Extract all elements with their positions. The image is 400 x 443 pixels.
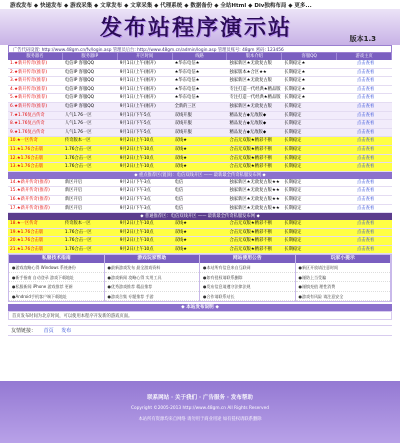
version-info: 独家新区★无敌复古版★★	[229, 196, 280, 202]
open-time: 9月1日/上午(刚开)	[119, 61, 156, 66]
version-info: 合击无双版★精彩不断	[229, 238, 272, 244]
version-info: 独家新区★无敌复古版★★	[229, 205, 280, 211]
open-time: 9月1日/下午5点	[119, 112, 151, 118]
server-name[interactable]: 21.★1.76合击版	[10, 246, 44, 252]
line-type: 双线★	[174, 246, 188, 252]
banner	[0, 9, 400, 45]
table-row	[8, 94, 392, 103]
info-column	[296, 255, 392, 301]
version-info: 合击无双版★精彩不断	[229, 164, 272, 170]
home-link[interactable]: 点击查看	[356, 95, 375, 101]
server-name[interactable]: 13.★1.76合击版	[10, 164, 44, 170]
version-info: 专注打造一代经典★精品版	[229, 86, 281, 92]
server-name[interactable]: 20.★1.76合击版	[10, 238, 44, 244]
column-header: 服务器IP	[63, 53, 118, 60]
line-type: 双线★	[174, 155, 188, 161]
table-row	[8, 86, 392, 95]
line-type: ★华东电信★	[174, 86, 200, 92]
table-row	[8, 129, 392, 138]
line-type: 电信	[174, 188, 184, 194]
open-time: 9月2日/下午3点	[119, 188, 151, 194]
version-info: 独家新区★无敌复古版	[229, 78, 272, 84]
info-column-title: 游戏玩家帮助	[105, 255, 200, 263]
server-name[interactable]: 16.★新开传奇(推荐)	[10, 196, 50, 202]
home-link[interactable]: 点击查看	[356, 138, 375, 144]
section-bar-normal: ◆ 普通推荐区：电信双线开区 —— 最新最全传奇私服发布网 ◆	[8, 213, 392, 220]
server-name[interactable]: 4.★新开传奇(推荐)	[10, 86, 48, 92]
open-time: 9月2日/上午10点	[119, 246, 154, 252]
server-name[interactable]: 8.★1.76复古传奇	[10, 121, 45, 127]
contact-qq: 长期稳定	[284, 238, 302, 244]
version-label: 版本1.3	[349, 35, 376, 43]
info-list-item[interactable]: ●游戏合集 专题推荐 手游	[105, 292, 200, 302]
info-list-item[interactable]: ●发布信息请遵守法律法规	[200, 282, 295, 292]
table-row	[8, 146, 392, 155]
home-link[interactable]: 点击查看	[356, 112, 375, 118]
home-link[interactable]: 点击查看	[356, 246, 375, 252]
line-type: 电信	[174, 196, 184, 202]
open-time: 9月2日/下午3点	[119, 196, 151, 202]
version-info: 合击无双版★精彩不断	[229, 138, 272, 144]
server-ip: 电信IP 客服QQ	[64, 95, 95, 101]
table-row	[8, 220, 392, 229]
info-list-item[interactable]: ●合作请联系站长	[200, 292, 295, 302]
home-link[interactable]: 点击查看	[356, 205, 375, 211]
column-header: 服务器名	[8, 53, 63, 60]
info-list-item[interactable]: ●新区开放请注意时间	[296, 263, 391, 273]
open-time: 9月2日/下午3点	[119, 179, 151, 185]
version-info: 独家新区★无敌复古版★★	[229, 179, 280, 185]
section-bar-featured: ◆ 重点推荐区(置顶)：电信双线开区 —— 最新最全传奇私服发布网 ◆	[8, 172, 392, 179]
home-link[interactable]: 点击查看	[356, 229, 375, 235]
info-column	[105, 255, 201, 301]
version-info: 合击无双版★精彩不断	[229, 221, 272, 227]
contact-qq: 长期稳定★	[284, 78, 306, 84]
open-time: 9月2日/上午10点	[119, 164, 154, 170]
top-nav[interactable]: 游戏发布 ◆ 快递发布 ◆ 游戏采集 ◆ 文章发布 ◆ 文章采集 ◆ 代理系统 ◆ 数据备份 ◆ 全站Html ◆ Div独构布局 ◆ 更多...	[0, 0, 400, 9]
version-info: 合击无双版★精彩不断	[229, 155, 272, 161]
info-list-item[interactable]: ●如有侵权请联系删除	[200, 273, 295, 283]
server-ip: 电信IP 客服QQ	[64, 78, 95, 84]
footer	[0, 381, 400, 443]
server-ip: 电信IP 客服QQ	[64, 86, 95, 92]
open-time: 9月2日/上午10点	[119, 238, 154, 244]
open-time: 9月1日/下午5点	[119, 121, 151, 127]
server-ip: 电信IP 客服QQ	[64, 61, 95, 66]
server-name[interactable]: 17.★新开传奇(推荐)	[10, 205, 50, 211]
contact-qq: 长期稳定	[284, 146, 302, 152]
server-ip: 1.76合击一区	[64, 155, 92, 161]
home-link[interactable]: 点击查看	[356, 103, 375, 109]
info-list-item[interactable]: ●谨防上当受骗	[296, 273, 391, 283]
version-info: 合击无双版★精彩不断	[229, 146, 272, 152]
server-name[interactable]: 5.★新开传奇(推荐)	[10, 95, 48, 101]
version-info: 专注打造一代经典★精品版	[229, 95, 281, 101]
table-row	[8, 246, 392, 255]
table-header	[8, 53, 392, 60]
table-row	[8, 120, 392, 129]
column-header: 版本介绍	[227, 53, 282, 60]
contact-qq: 长期稳定	[284, 121, 302, 127]
line-type: 双线★	[174, 164, 188, 170]
line-type: ★华东电信★	[174, 69, 200, 75]
friend-links	[8, 325, 392, 336]
table-row	[8, 163, 392, 172]
contact-qq: 长期稳定	[284, 164, 302, 170]
server-name[interactable]: 3.★新开传奇(推荐)	[10, 78, 48, 84]
server-ip: 1.76合击一区	[64, 229, 92, 235]
server-name[interactable]: 11.★1.76合击版	[10, 146, 44, 152]
line-type: ★华东电信★	[174, 78, 200, 84]
info-list-item[interactable]: ●私服新闻 iPhone 游戏推荐 更新	[9, 282, 104, 292]
link-publish[interactable]: 发布	[61, 328, 72, 335]
table-row	[8, 179, 392, 188]
line-type: ★华东电信★	[174, 61, 200, 66]
note-title: ◆ 本站发布说明 ◆	[8, 304, 392, 311]
table-row	[8, 229, 392, 238]
info-list-item[interactable]: ●本站所有信息来自互联网	[200, 263, 295, 273]
table-row	[8, 237, 392, 246]
info-list-item[interactable]: ●游戏攻略心得 Windows 系统备份	[9, 263, 104, 273]
server-name[interactable]: 7.★1.76复古传奇	[10, 112, 45, 118]
server-ip: 电信IP 客服QQ	[64, 69, 95, 75]
server-ip: 1.76合击一区	[64, 238, 92, 244]
contact-qq: 长期稳定	[284, 188, 302, 194]
server-name[interactable]: 18.★一区传奇	[10, 221, 38, 227]
server-name[interactable]: 6.★新开传奇(推荐)	[10, 103, 48, 109]
line-type: ★华东电信★	[174, 95, 200, 101]
info-list-item[interactable]: ●最新游戏发布 最全游戏资料	[105, 263, 200, 273]
note-text: 首页发布时间为北京时间，可以使用本程序开发新的游戏页面。	[8, 311, 392, 320]
table-row	[8, 60, 392, 69]
table-row	[8, 137, 392, 146]
home-link[interactable]: 点击查看	[356, 221, 375, 227]
open-time: 9月1日/上午(刚开)	[119, 103, 156, 109]
link-home[interactable]: 首页	[43, 328, 54, 335]
open-time: 9月1日/上午(刚开)	[119, 69, 156, 75]
table-row	[8, 69, 392, 78]
home-link[interactable]: 点击查看	[356, 69, 375, 75]
open-time: 9月2日/上午10点	[119, 229, 154, 235]
info-column-title: 玩家小提示	[296, 255, 391, 263]
server-ip: 新区开启	[64, 196, 83, 202]
contact-qq: 长期稳定★	[284, 86, 306, 92]
table-row	[8, 77, 392, 86]
version-info: 独家新区★无敌复古版★★	[229, 188, 280, 194]
line-type: 电信	[174, 205, 184, 211]
footer-notice: 本站所有资源均来自网络 请勿用于商业用途 如有侵权请联系删除	[138, 417, 262, 422]
line-type: 双线★	[174, 138, 188, 144]
links-label: 友情链接：	[11, 328, 37, 335]
server-ip: 1.76合击一区	[64, 146, 92, 152]
version-info: 独家新区★无敌复古版	[229, 103, 272, 109]
info-column	[9, 255, 105, 301]
open-time: 9月1日/上午(刚开)	[119, 78, 156, 84]
version-info: 精品复古◆无敌版◆	[229, 129, 267, 135]
line-type: 双线★	[174, 146, 188, 152]
contact-qq: 长期稳定★	[284, 61, 306, 66]
contact-qq: 长期稳定	[284, 229, 302, 235]
home-link[interactable]: 点击查看	[356, 196, 375, 202]
column-header: 线路	[173, 53, 228, 60]
home-link[interactable]: 点击查看	[356, 78, 375, 84]
line-type: 双线开服	[174, 121, 192, 127]
version-info: 合击无双版★精彩不断	[229, 246, 272, 252]
version-info: 合击无双版★精彩不断	[229, 229, 272, 235]
info-column-title: 私服技术指南	[9, 255, 104, 263]
contact-qq: 长期稳定	[284, 205, 302, 211]
line-type: 全新的三区	[174, 103, 197, 109]
table-row	[8, 103, 392, 112]
contact-qq: 长期稳定	[284, 129, 302, 135]
home-link[interactable]: 点击查看	[356, 121, 375, 127]
server-ip: 新区开启	[64, 188, 83, 194]
server-name[interactable]: 10.★一区传奇	[10, 138, 38, 144]
line-type: 双线开服	[174, 129, 192, 135]
contact-qq: 长期稳定	[284, 246, 302, 252]
open-time: 9月2日/上午10点	[119, 155, 154, 161]
server-ip: 人气1.76一区	[64, 112, 92, 118]
server-name[interactable]: 2.★新开传奇(推荐)	[10, 69, 48, 75]
contact-qq: 长期稳定★	[284, 69, 306, 75]
open-time: 9月2日/上午10点	[119, 138, 154, 144]
info-column	[200, 255, 296, 301]
home-link[interactable]: 点击查看	[356, 129, 375, 135]
info-list-item[interactable]: ●新手指南 自动登录 游戏下载地址	[9, 273, 104, 283]
table-row	[8, 205, 392, 214]
footer-links[interactable]: 联系网站 · 关于我们 · 广告服务 · 发布帮助	[147, 395, 253, 401]
version-info: 独家版本★合区★★	[229, 69, 267, 75]
column-header: 开区时间	[118, 53, 173, 60]
contact-qq: 长期稳定	[284, 179, 302, 185]
column-header: 客服QQ	[282, 53, 337, 60]
info-list-item[interactable]: ●谨慎充值 理性消费	[296, 282, 391, 292]
open-time: 9月2日/上午10点	[119, 221, 154, 227]
server-name[interactable]: 19.★1.76合击版	[10, 229, 44, 235]
open-time: 9月1日/下午5点	[119, 129, 151, 135]
home-link[interactable]: 点击查看	[356, 238, 375, 244]
contact-qq: 长期稳定	[284, 112, 302, 118]
open-time: 9月1日/上午(刚开)	[119, 95, 156, 101]
info-list-item[interactable]: ●Android手机客户端下载地址	[9, 292, 104, 302]
contact-qq: 长期稳定	[284, 103, 302, 109]
server-name[interactable]: 15.★新开传奇(推荐)	[10, 188, 50, 194]
line-type: 双线★	[174, 229, 188, 235]
info-list-item[interactable]: ●优秀游戏推荐 精品推荐	[105, 282, 200, 292]
contact-qq: 长期稳定	[284, 221, 302, 227]
server-ip: 传奇版本一区	[64, 221, 91, 227]
footer-copyright: Copyright ©2005-2013 http://www.48gm.cn All Rights Reserved	[131, 406, 269, 411]
contact-qq: 长期稳定	[284, 138, 302, 144]
server-ip: 传奇版本一区	[64, 138, 91, 144]
info-column-title: 网站使用公告	[200, 255, 295, 263]
server-name[interactable]: 9.★1.76复古传奇	[10, 129, 45, 135]
contact-qq: 长期稳定	[284, 196, 302, 202]
home-link[interactable]: 点击查看	[356, 164, 375, 170]
server-name[interactable]: 12.★1.76合击版	[10, 155, 44, 161]
table-row	[8, 112, 392, 121]
table-row	[8, 196, 392, 205]
server-ip: 人气1.76一区	[64, 121, 92, 127]
server-ip: 1.76合击一区	[64, 164, 92, 170]
line-type: 双线开服	[174, 112, 192, 118]
server-ip: 电信IP 客服QQ	[64, 103, 95, 109]
contact-qq: 长期稳定★	[284, 95, 306, 101]
column-header: 游戏主页	[337, 53, 392, 60]
line-type: 双线★	[174, 221, 188, 227]
contact-qq: 长期稳定	[284, 155, 302, 161]
version-info: 精品复古◆无敌版◆	[229, 121, 267, 127]
home-link[interactable]: 点击查看	[356, 86, 375, 92]
server-name[interactable]: 1.★新开传奇(推荐)	[10, 61, 48, 66]
home-link[interactable]: 点击查看	[356, 179, 375, 185]
table-row	[8, 155, 392, 164]
info-grid	[8, 254, 392, 302]
line-type: 电信	[174, 179, 184, 185]
server-ip: 人气1.76一区	[64, 129, 92, 135]
version-info: 精品复古◆无敌版◆	[229, 112, 267, 118]
open-time: 9月2日/下午3点	[119, 205, 151, 211]
admin-info-bar: 广告代码设置: http://www.48gm.cn/fv/login.asp 管理员后台: http://www.48gm.cn/admin/login.asp 管理员账号: 48gm 密码: 123456	[8, 45, 392, 53]
open-time: 9月2日/上午10点	[119, 146, 154, 152]
home-link[interactable]: 点击查看	[356, 155, 375, 161]
server-ip: 1.76合击一区	[64, 246, 92, 252]
line-type: 双线★	[174, 238, 188, 244]
info-list-item[interactable]: ●游戏新闻 攻略心得 实用工具	[105, 273, 200, 283]
server-ip: 新区开启	[64, 179, 83, 185]
table-row	[8, 187, 392, 196]
server-name[interactable]: 14.★新开传奇(推荐)	[10, 179, 50, 185]
server-table	[8, 53, 392, 254]
site-logo: 发布站程序演示站	[100, 16, 293, 41]
home-link[interactable]: 点击查看	[356, 61, 375, 66]
info-list-item[interactable]: ●游戏有风险 请注意安全	[296, 292, 391, 302]
server-ip: 新区开启	[64, 205, 83, 211]
open-time: 9月1日/上午(刚开)	[119, 86, 156, 92]
home-link[interactable]: 点击查看	[356, 188, 375, 194]
home-link[interactable]: 点击查看	[356, 146, 375, 152]
version-info: 独家新区★无敌复古版	[229, 61, 272, 66]
